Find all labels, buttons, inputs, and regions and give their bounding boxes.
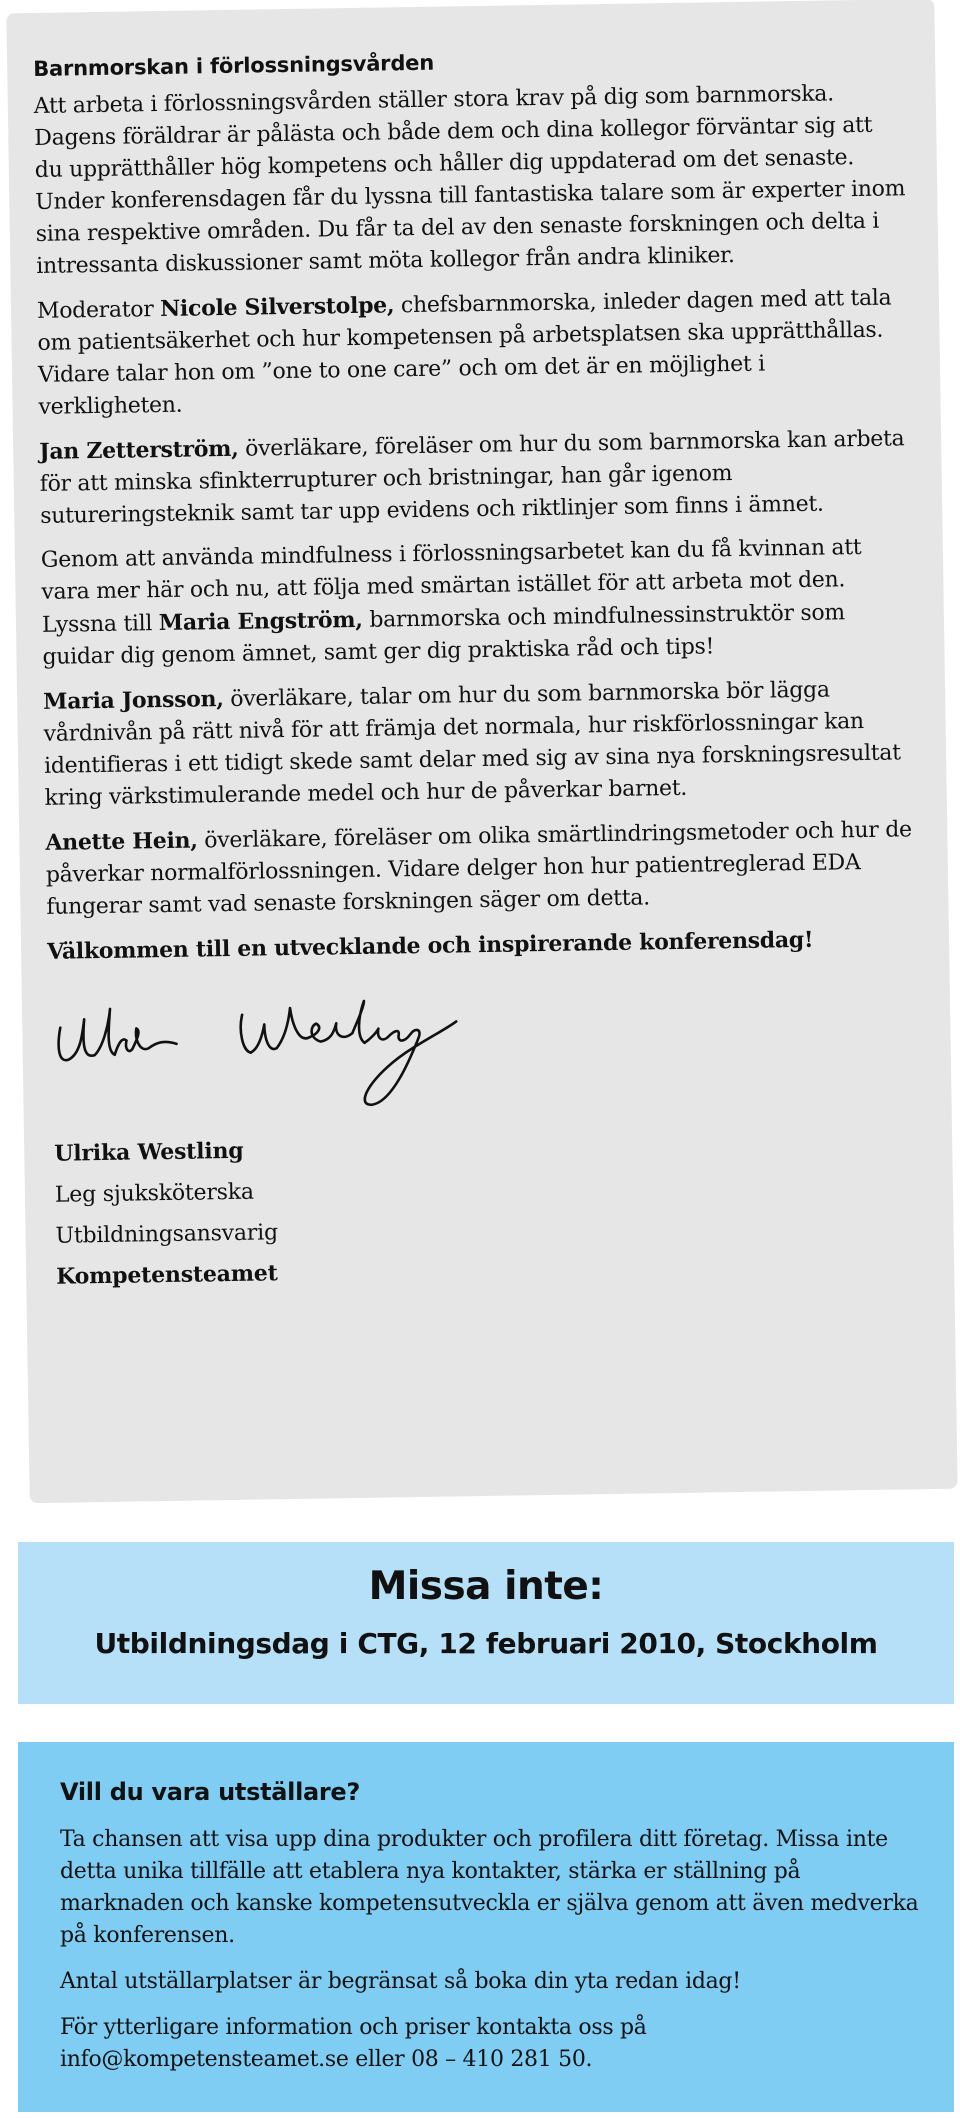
speaker-paragraph-jonsson: Maria Jonsson, överläkare, talar om hur du som barnmorska bör lägga vårdnivån på rätt nivå för att främja det normala, hur riskförlossningar kan identifieras i ett tidigt skede samt delar med sig av sina nya forskningsresultat kring värkstimulerande medel och hur de påverkar barnet. [42,677,901,811]
handwritten-signature [52,984,922,1128]
signature-block [50,1120,924,1298]
speaker-name: Jan Zetterström, [39,435,239,465]
exhibitor-box [18,1742,954,2112]
banner-event: Utbildningsdag i CTG, 12 februari 2010, Stockholm [94,1627,878,1660]
signer-name: Ulrika Westling [54,1137,244,1167]
exhibitor-heading: Vill du vara utställare? [60,1778,361,1806]
section-heading: Barnmorskan i förlossningsvården [33,50,435,81]
event-banner [18,1542,954,1704]
speaker-name: Anette Hein, [45,827,198,856]
exhibitor-paragraph: Ta chansen att visa upp dina produkter och profilera ditt företag. Missa inte detta unika tillfälle att etablera nya kontakter, stärka er ställning på marknaden och kanske kompetensutveckla er själva genom att även medverka på konferensen. [60,1827,919,1948]
speaker-name: Maria Engström, [158,606,363,637]
speaker-paragraph-hein: Anette Hein, överläkare, föreläser om olika smärtlindringsmetoder och hur de påverkar normalförlossningen. Vidare delger hon hur patientreglerad EDA fungerar samt vad senaste forskningen säger om detta. [45,817,912,920]
speaker-paragraph-engstrom: Genom att använda mindfulness i förlossningsarbetet kan du få kvinnan att vara mer här och nu, att följa med smärtan istället för att arbeta mot den. Lyssna till Maria Engström, barnmorska och mindfulnessinstruktör som guidar dig genom ämnet, samt ger dig praktiska råd och tips! [40,535,862,670]
signer-title: Leg sjuksköterska [54,1179,255,1208]
organization-name: Kompetensteamet [56,1260,278,1290]
signer-role: Utbildningsansvarig [55,1220,279,1249]
speaker-paragraph-zetterstrom: Jan Zetterström, överläkare, föreläser om hur du som barnmorska kan arbeta för att minska sfinkterrupturer och bristningar, han går igenom sutureringsteknik samt tar upp evidens och riktlinjer som finns i ämnet. [39,426,905,529]
exhibitor-paragraph: Antal utställarplatser är begränsat så boka din yta redan idag! [60,1969,741,1994]
intro-paragraph: Att arbeta i förlossningsvården ställer stora krav på dig som barnmorska. Dagens föräldrar är pålästa och både dem och dina kollegor förväntar sig att du upprätthåller hög kompetens och håller dig uppdaterad om det senaste. Under konferensdagen får du lyssna till fantastiska talare som är experter inom sina respektive områden. Du får ta del av den senaste forskningen och delta i intressanta diskussioner samt möta kollegor från andra kliniker. [33,81,906,279]
signature-drawing [52,991,474,1128]
moderator-paragraph: Moderator Nicole Silverstolpe, chefsbarnmorska, inleder dagen med att tala om patientsäkerhet och hur kompetensen på arbetsplatsen ska upprätthållas. Vidare talar hon om ”one to one care” och om det är en möjlighet i verkligheten. [36,285,892,420]
welcome-text: Välkommen till en utvecklande och inspirerande konferensdag! [46,926,814,965]
conference-info-card [6,0,957,1503]
banner-headline: Missa inte: [368,1564,604,1609]
speaker-name: Nicole Silverstolpe, [159,292,395,322]
contact-paragraph: För ytterligare information och priser kontakta oss på info@kompetensteamet.se eller 08 – 410 281 50. [60,2015,647,2072]
speaker-name: Maria Jonsson, [42,686,224,715]
